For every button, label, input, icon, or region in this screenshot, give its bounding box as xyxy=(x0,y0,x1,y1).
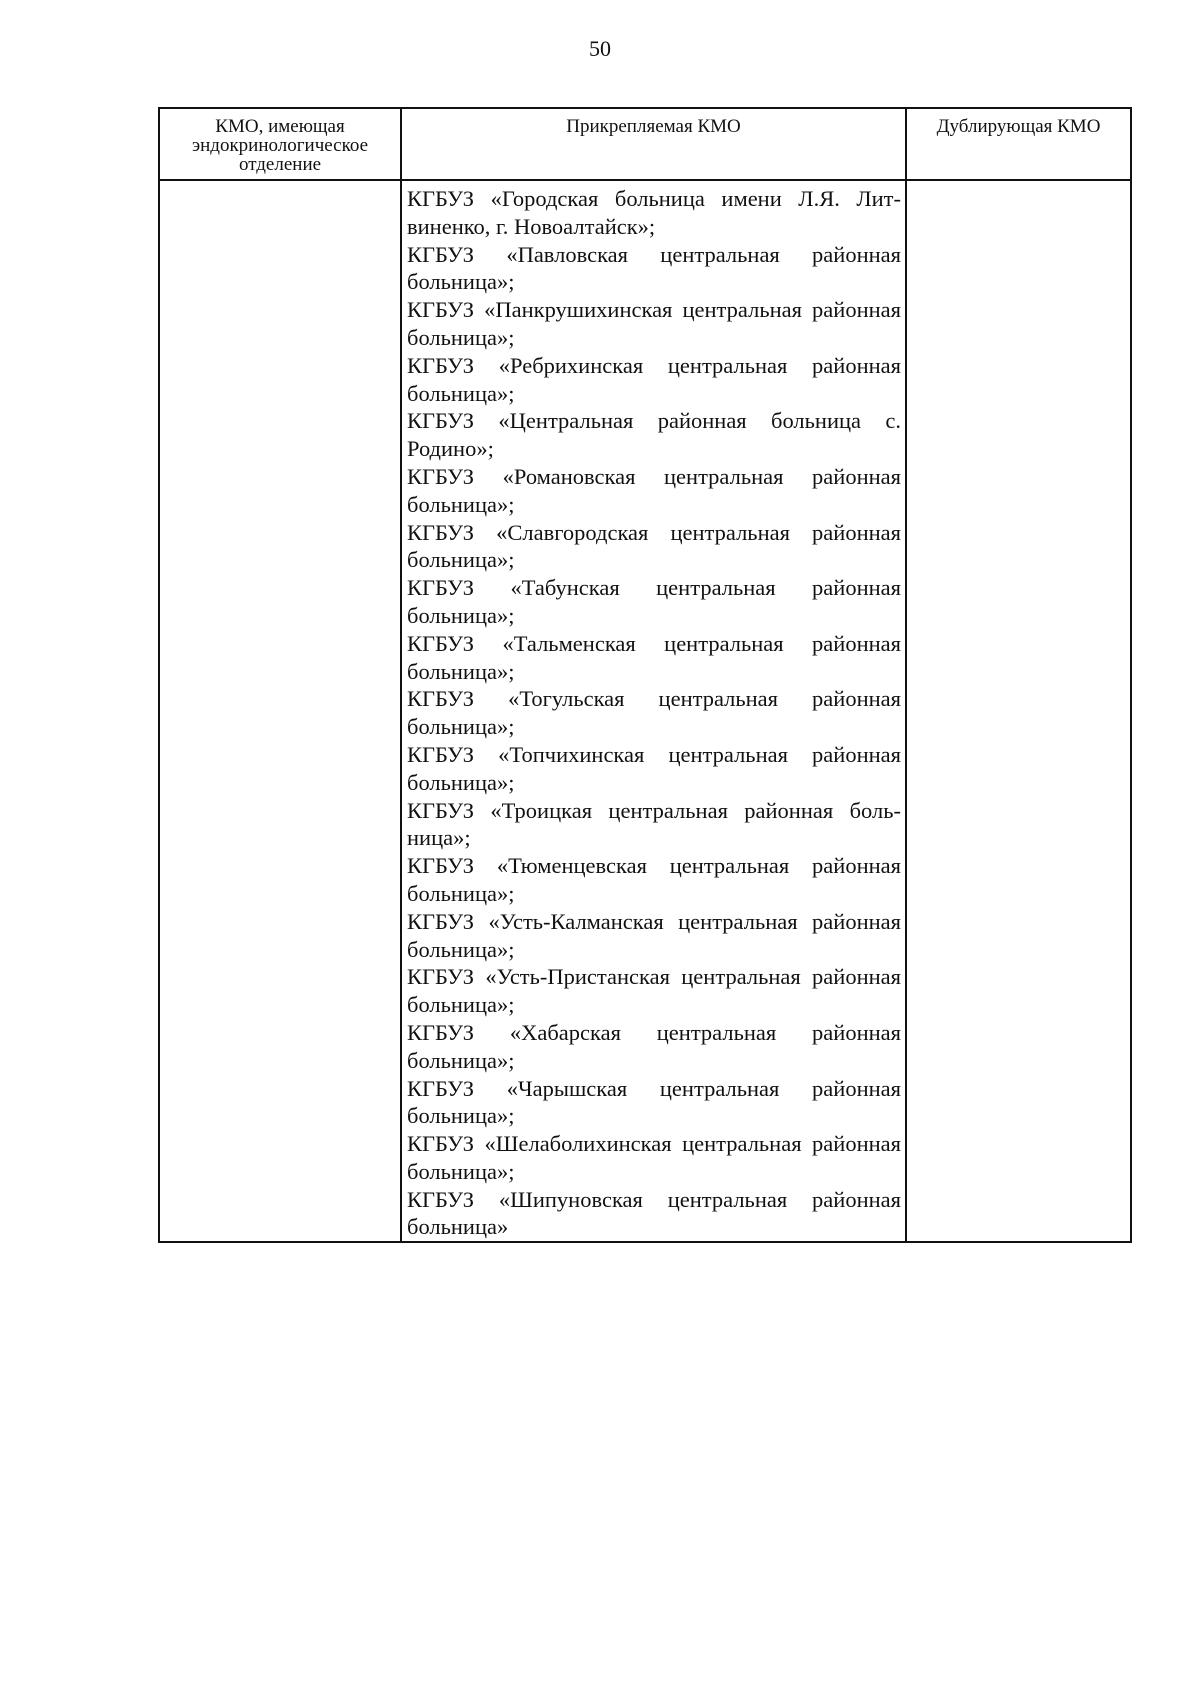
attached-kmo-item: КГБУЗ «Центральная районная больница с. Родино»; xyxy=(407,408,901,462)
attached-kmo-item: КГБУЗ «Чарышская центральная районная больница»; xyxy=(407,1075,901,1129)
attached-kmo-item: КГБУЗ «Панкрушихинская центральная районная больница»; xyxy=(407,297,901,350)
attached-kmo-item: КГБУЗ «Табунская центральная районная больница»; xyxy=(407,575,901,628)
kmo-with-department-cell xyxy=(159,180,401,1242)
table-row xyxy=(159,180,1131,1242)
attached-kmo-item: КГБУЗ «Усть-Пристанская центральная районная больница»; xyxy=(407,964,901,1018)
attached-kmo-item: КГБУЗ «Тогульская центральная районная больница»; xyxy=(407,686,901,740)
attached-kmo-item: КГБУЗ «Романовская центральная районная больница»; xyxy=(407,463,901,517)
table-header-row xyxy=(159,108,1131,180)
attached-kmo-item: КГБУЗ «Тальменская центральная районная больница»; xyxy=(407,630,901,684)
attached-kmo-item: КГБУЗ «Шипуновская центральная районная больница» xyxy=(407,1186,901,1240)
attached-kmo-item: КГБУЗ «Славгородская центральная районная больница»; xyxy=(407,519,901,573)
attached-kmo-cell xyxy=(401,180,906,1242)
attached-kmo-item: КГБУЗ «Шелаболихинская центральная районная больница»; xyxy=(407,1131,901,1184)
attached-kmo-item: КГБУЗ «Тюменцевская центральная районная больница»; xyxy=(407,853,901,906)
kmo-table xyxy=(158,107,1132,1243)
attached-kmo-item: КГБУЗ «Троицкая центральная районная больница»; xyxy=(407,797,901,851)
header-kmo-with-endocrinology: КМО, имеющая эндокринологическое отделение xyxy=(159,108,401,180)
attached-kmo-item: КГБУЗ «Ребрихинская центральная районная больница»; xyxy=(407,352,901,406)
header-duplicating-kmo: Дублирующая КМО xyxy=(906,108,1131,180)
attached-kmo-item: КГБУЗ «Городская больница имени Л.Я. Литвиненко, г. Новоалтайск»; xyxy=(407,186,901,239)
header-attached-kmo: Прикрепляемая КМО xyxy=(401,108,906,180)
attached-kmo-item: КГБУЗ «Хабарская центральная районная больница»; xyxy=(407,1019,901,1073)
attached-kmo-item: КГБУЗ «Усть-Калманская центральная районная больница»; xyxy=(407,908,901,962)
attached-kmo-item: КГБУЗ «Топчихинская центральная районная больница»; xyxy=(407,741,901,795)
attached-kmo-item: КГБУЗ «Павловская центральная районная больница»; xyxy=(407,241,901,295)
page-number: 50 xyxy=(589,36,611,61)
duplicating-kmo-cell xyxy=(906,180,1131,1242)
